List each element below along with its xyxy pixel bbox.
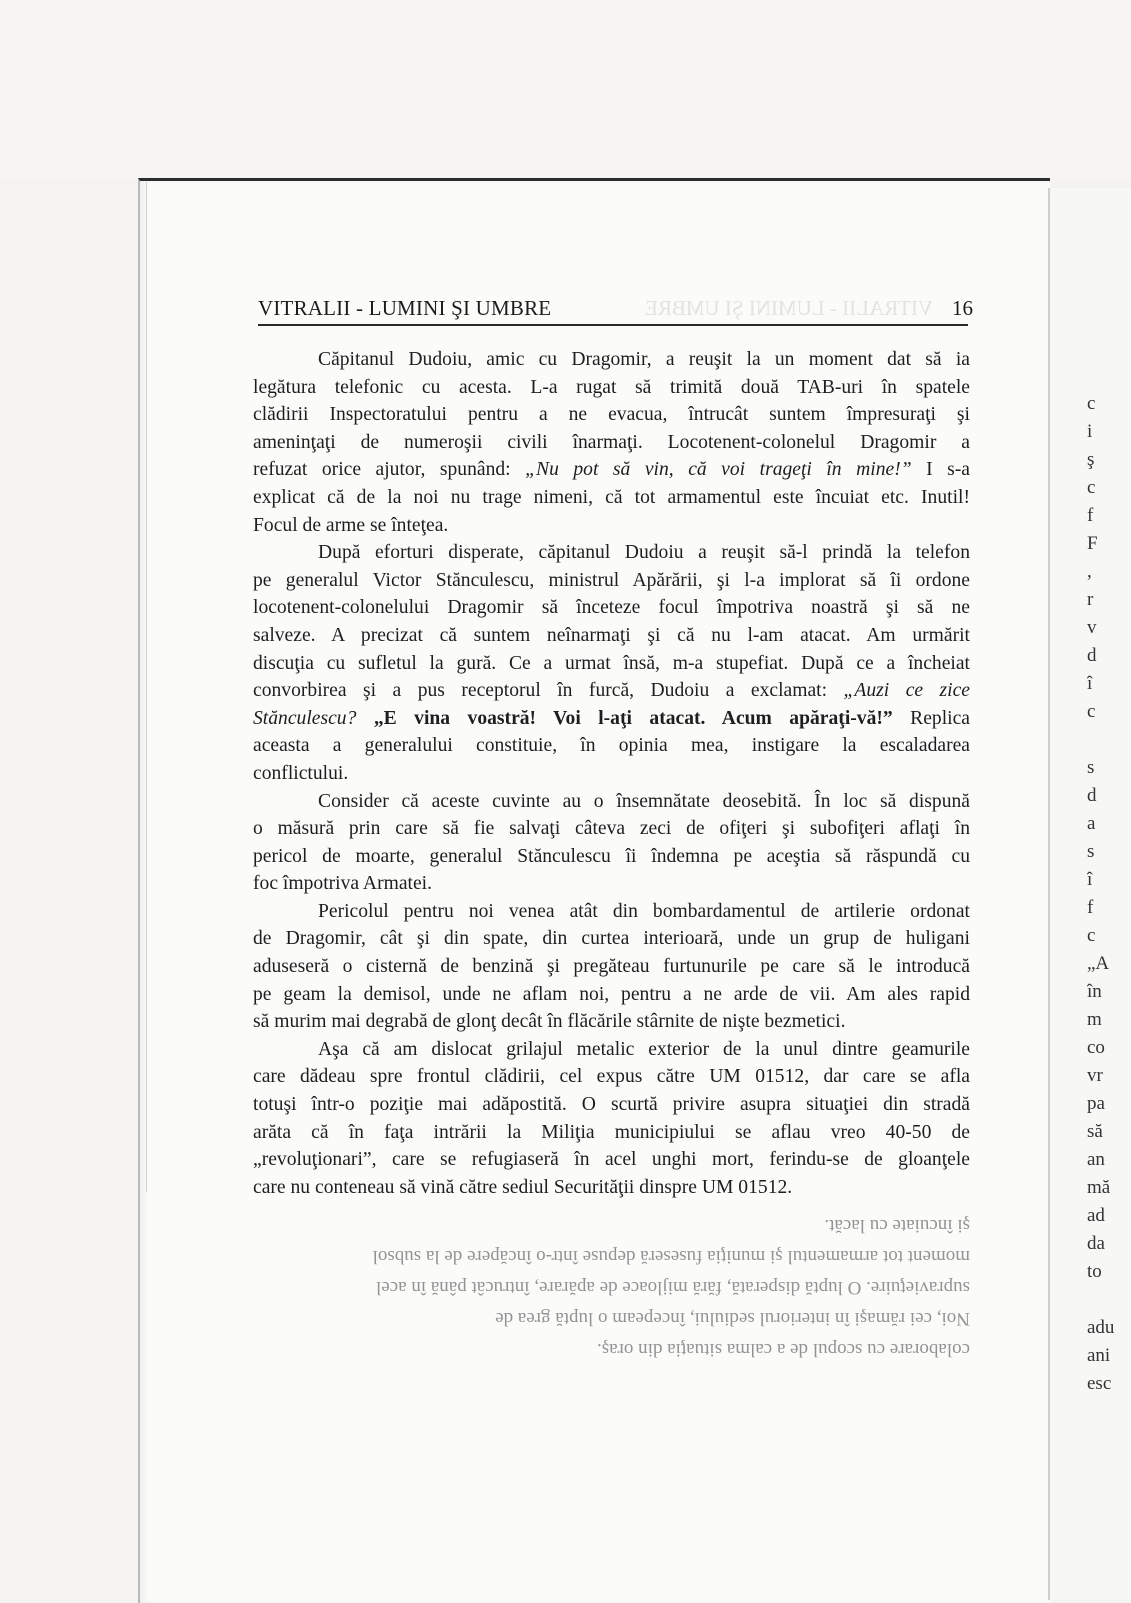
facing-fragment: să	[1087, 1121, 1103, 1142]
facing-fragment: pa	[1087, 1093, 1105, 1114]
text-line	[253, 1063, 970, 1091]
text-line	[253, 732, 970, 760]
bleed-line: Noi, cei rămaşi în interiorul sediului, începeam o luptă grea de	[495, 1308, 970, 1329]
text-line	[253, 981, 970, 1009]
text-line	[253, 898, 970, 926]
facing-fragment: F	[1087, 533, 1098, 554]
page-number: 16	[952, 296, 973, 320]
text-line	[253, 346, 970, 374]
facing-fragment: co	[1087, 1037, 1105, 1058]
text-run: pericol de moarte, generalul Stănculescu îi îndemna pe aceştia să răspundă cu	[253, 845, 970, 867]
text-line	[253, 815, 970, 843]
text-run: discuţia cu sufletul la gură. Ce a urmat însă, m-a stupefiat. După ce a încheiat	[253, 652, 970, 674]
text-line	[253, 622, 970, 650]
italic-quote: „Nu pot să vin, că voi trageţi în mine!”	[525, 459, 912, 481]
paragraph	[253, 346, 970, 539]
text-run: convorbirea şi a pus receptorul în furcă, Dudoiu a exclamat:	[253, 680, 844, 702]
paragraph	[253, 1036, 970, 1202]
facing-fragment: m	[1087, 1009, 1102, 1030]
text-line	[253, 1174, 970, 1202]
paragraph	[253, 898, 970, 1036]
text-line	[253, 401, 970, 429]
page-edge	[146, 182, 167, 1192]
text-run: totuşi într-o poziţie mai adăpostită. O scurtă privire asupra situaţiei din stradă	[253, 1094, 970, 1116]
text-line	[253, 650, 970, 678]
text-run: explicat că de la noi nu trage nimeni, că tot armamentul este încuiat etc. Inutil!	[253, 486, 970, 508]
facing-fragment	[1087, 1286, 1131, 1314]
text-line	[253, 484, 970, 512]
bleed-through-header: VITRALII - LUMINI ŞI UMBRE	[645, 296, 934, 320]
text-run: să murim mai degrabă de glonţ decât în flăcările stârnite de nişte bezmetici.	[253, 1011, 846, 1033]
text-line	[253, 843, 970, 871]
facing-fragment: d	[1087, 785, 1097, 806]
text-line	[253, 539, 970, 567]
text-run: aduseseră o cisternă de benzină şi pregăteau furtunurile pe care să le introducă	[253, 956, 970, 978]
facing-fragment: a	[1087, 813, 1096, 834]
text-line	[253, 1036, 970, 1064]
text-run: foc împotriva Armatei.	[253, 873, 433, 895]
text-run: Focul de arme se înteţea.	[253, 514, 449, 536]
text-line	[253, 512, 970, 540]
facing-fragment: ad	[1087, 1205, 1105, 1226]
text-run: locotenent-colonelului Dragomir să înceteze focul împotriva noastră şi să ne	[253, 597, 970, 619]
text-run: de Dragomir, cât şi din spate, din curtea interioară, unde un grup de huligani	[253, 928, 970, 950]
facing-fragment: to	[1087, 1261, 1102, 1282]
facing-fragment: da	[1087, 1233, 1105, 1254]
text-run: Căpitanul Dudoiu, amic cu Dragomir, a reuşit la un moment dat să ia	[318, 349, 970, 370]
facing-fragment: ,	[1087, 561, 1092, 582]
text-run: o măsură prin care să fie salvaţi câteva zeci de ofiţeri şi subofiţeri aflaţi în	[253, 818, 970, 840]
facing-fragment: r	[1087, 589, 1094, 610]
facing-fragment: c	[1087, 701, 1096, 722]
paragraph	[253, 788, 970, 898]
facing-fragment: s	[1087, 841, 1095, 862]
text-run: conflictului.	[253, 762, 349, 784]
text-run: clădirii Inspectoratului pentru a ne evacua, întrucât suntem împresuraţi şi	[253, 404, 970, 426]
text-line	[253, 705, 970, 733]
facing-fragment: c	[1087, 477, 1096, 498]
text-line	[253, 760, 970, 788]
text-line	[253, 1146, 970, 1174]
italic-quote: „Auzi ce zice	[843, 680, 971, 702]
text-line	[253, 1091, 970, 1119]
text-line	[253, 429, 970, 457]
text-run: Replica	[892, 707, 970, 729]
text-run: Aşa că am dislocat grilajul metalic exterior de la unul dintre geamurile	[318, 1038, 970, 1060]
bleed-line: colaborare cu scopul de a calma situaţia din oraş.	[597, 1339, 970, 1360]
facing-fragment: esc	[1087, 1373, 1112, 1394]
text-run: „revoluţionari”, care se refugiaseră în acel unghi mort, ferindu-se de gloanţele	[253, 1149, 970, 1171]
text-line	[253, 1119, 970, 1147]
text-run: ameninţaţi de numeroşii civili înarmaţi. Locotenent-colonelul Dragomir a	[253, 431, 970, 453]
bleed-through-text	[250, 1210, 970, 1365]
book-title: VITRALII - LUMINI ŞI UMBRE	[258, 296, 552, 320]
text-run: care dădeau spre frontul clădirii, cel expus către UM 01512, dar care se afla	[253, 1066, 970, 1088]
body-text	[253, 346, 970, 1201]
facing-page-text-fragments	[1087, 390, 1131, 1398]
text-run: care nu conteneau să vină către sediul Securităţii dinspre UM 01512.	[253, 1176, 793, 1198]
facing-fragment: în	[1087, 981, 1102, 1002]
italic-quote: Stănculescu?	[253, 707, 357, 729]
text-run: pe geam la demisol, unde ne aflam noi, pentru a ne arde de vii. Am ales rapid	[253, 983, 970, 1005]
facing-fragment: f	[1087, 505, 1094, 526]
facing-fragment: ş	[1087, 449, 1095, 470]
text-run: refuzat orice ajutor, spunând:	[253, 459, 526, 481]
bleed-line: şi încuiate cu lacăt.	[824, 1215, 970, 1236]
facing-fragment: s	[1087, 757, 1095, 778]
facing-fragment: f	[1087, 897, 1094, 918]
scan-background	[0, 0, 1131, 178]
facing-fragment: î	[1087, 869, 1093, 890]
text-line	[253, 677, 970, 705]
text-line	[253, 567, 970, 595]
text-run: aceasta a generalului constituie, în opinia mea, instigare la escaladarea	[253, 735, 970, 757]
text-line	[253, 788, 970, 816]
text-run: Consider că aceste cuvinte au o însemnătate deosebită. În loc să dispună	[318, 790, 970, 812]
text-line	[253, 870, 970, 898]
facing-fragment: c	[1087, 393, 1096, 414]
facing-fragment: „A	[1087, 953, 1110, 974]
bleed-line: supravieţuire. O luptă disperată, fără mijloace de apărare, întrucât până în acel	[376, 1277, 970, 1298]
text-run: pe generalul Victor Stănculescu, ministrul Apărării, şi l-a implorat să îi ordone	[253, 569, 970, 591]
facing-fragment: adu	[1087, 1317, 1115, 1338]
facing-fragment: c	[1087, 925, 1096, 946]
facing-fragment: an	[1087, 1149, 1105, 1170]
facing-fragment: d	[1087, 645, 1097, 666]
text-line	[253, 594, 970, 622]
facing-fragment: mă	[1087, 1177, 1111, 1198]
text-line	[253, 953, 970, 981]
paragraph	[253, 539, 970, 787]
facing-fragment	[1087, 726, 1131, 754]
running-header	[258, 296, 973, 324]
text-run: arăta că în faţa intrării la Miliţia municipiului se aflau vreo 40-50 de	[253, 1121, 970, 1143]
facing-fragment: î	[1087, 673, 1093, 694]
bleed-line: moment tot armamentul şi muniţia fuseseră depuse într-o încăpere de la subsol	[372, 1246, 970, 1267]
facing-fragment: v	[1087, 617, 1097, 638]
facing-fragment: i	[1087, 421, 1093, 442]
text-run: După eforturi disperate, căpitanul Dudoiu a reuşit să-l prindă la telefon	[318, 542, 970, 564]
text-run: salveze. A precizat că suntem neînarmaţi şi că nu l-am atacat. Am urmărit	[253, 624, 970, 646]
facing-fragment: ani	[1087, 1345, 1111, 1366]
text-run: legătura telefonic cu acesta. L-a rugat să trimită două TAB-uri în spatele	[253, 376, 970, 398]
text-line	[253, 374, 970, 402]
text-line	[253, 925, 970, 953]
header-rule	[258, 324, 968, 326]
text-run: Pericolul pentru noi venea atât din bombardamentul de artilerie ordonat	[318, 900, 970, 922]
facing-fragment: vr	[1087, 1065, 1103, 1086]
text-line	[253, 456, 970, 484]
bold-quote: „E vina voastră! Voi l-aţi atacat. Acum apăraţi-vă!”	[356, 707, 893, 729]
text-line	[253, 1008, 970, 1036]
text-run: I s-a	[911, 459, 970, 481]
